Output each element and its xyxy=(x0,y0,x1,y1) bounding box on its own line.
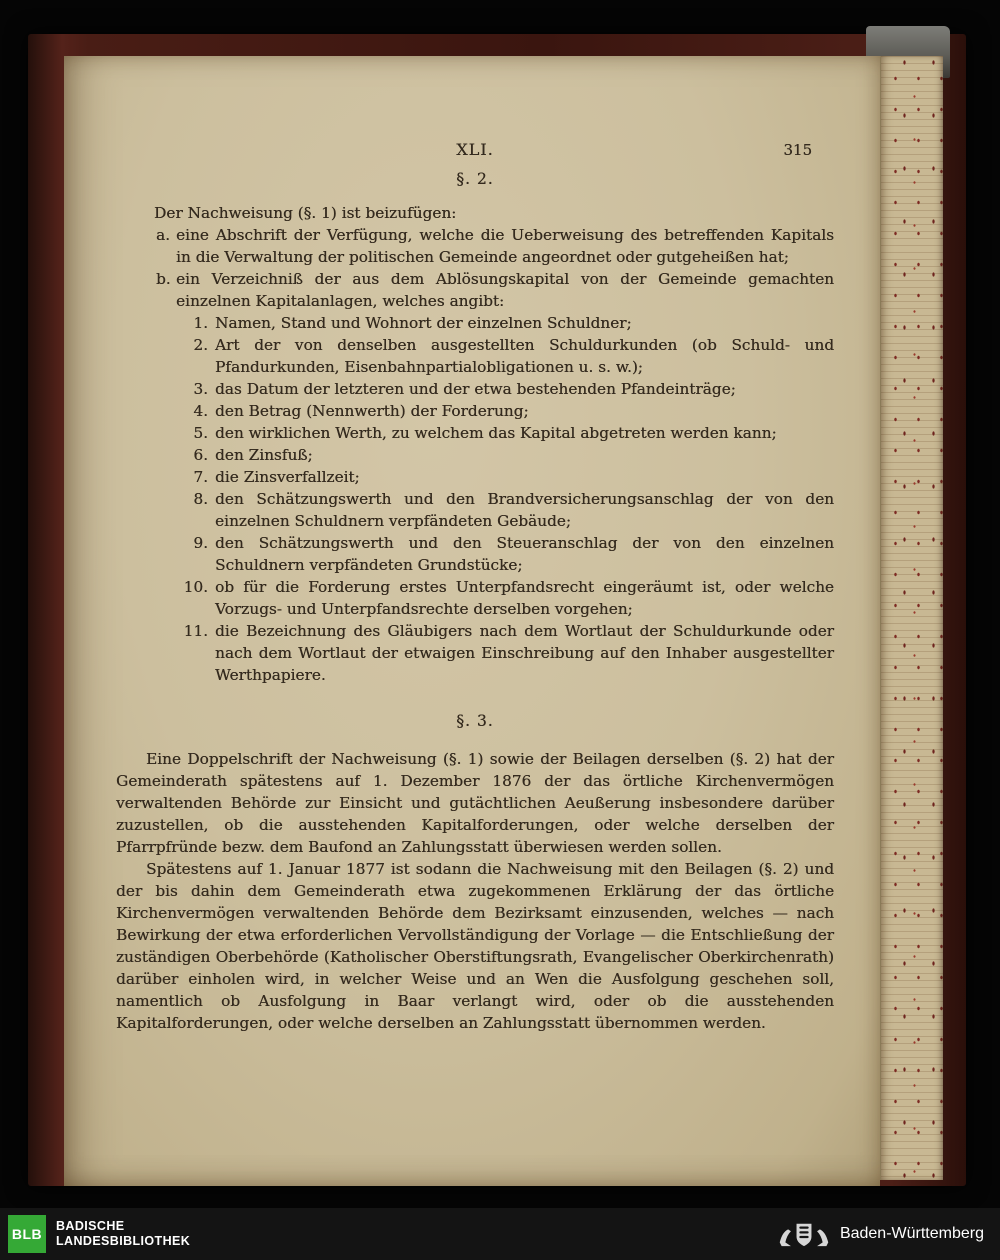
section-2-body xyxy=(116,202,834,1034)
library-name-line2: LANDESBIBLIOTHEK xyxy=(56,1234,191,1248)
library-name xyxy=(56,1219,190,1249)
list-item-label: 7. xyxy=(193,468,208,486)
section-2-heading: §. 2. xyxy=(456,170,494,188)
list-item xyxy=(116,620,834,686)
list-item xyxy=(116,422,834,444)
list-item-label: a. xyxy=(156,226,170,244)
list-item-text: eine Abschrift der Verfügung, welche die Ueberweisung des betreffenden Kapitals in die Verwaltung der politischen Gemeinde angeordnet oder gutgeheißen hat; xyxy=(176,226,834,266)
list-item xyxy=(116,576,834,620)
list-item xyxy=(116,488,834,532)
section-2-intro: Der Nachweisung (§. 1) ist beizufügen: xyxy=(154,204,457,222)
list-item-text: das Datum der letzteren und der etwa bestehenden Pfandeinträge; xyxy=(215,380,736,398)
list-item-label: 8. xyxy=(193,490,208,508)
list-item-text: den wirklichen Werth, zu welchem das Kapital abgetreten werden kann; xyxy=(215,424,777,442)
list-item-text: ob für die Forderung erstes Unterpfandsrecht eingeräumt ist, oder welche Vorzugs- und Unterpfandsrechte derselben vorgehen; xyxy=(215,578,834,618)
section-3-paragraph-2: Spätestens auf 1. Januar 1877 ist sodann die Nachweisung mit den Beilagen (§. 2) und der bis dahin dem Gemeinderath etwa zugekommenen Erklärung der das örtliche Kirchenvermögen verwaltenden Behörde dem Bezirksamt einzusenden, welches — nach Bewirkung der etwa erforderlichen Vervollständigung der Vorlage — die Entschließung der zuständigen Oberbehörde (Katholischer Oberstiftungsrath, Evangelischer Oberkirchenrath) darüber einholen wird, in welcher Weise und an Wen die Ausfolgung geschehen soll, namentlich ob Ausfolgung in Baar verlangt wird, oder ob die ausstehenden Kapitalforderungen, oder welche derselben an Zahlungsstatt übernommen werden. xyxy=(116,860,834,1032)
scanned-page xyxy=(64,56,880,1186)
list-item-label: 9. xyxy=(193,534,208,552)
chapter-heading: XLI. xyxy=(456,140,494,159)
list-item-text: den Schätzungswerth und den Brandversicherungsanschlag der von den einzelnen Schuldnern verpfändeten Gebäude; xyxy=(215,490,834,530)
list-item-label: 2. xyxy=(193,336,208,354)
list-item xyxy=(116,378,834,400)
list-item xyxy=(116,312,834,334)
library-name-line1: BADISCHE xyxy=(56,1219,125,1233)
list-item xyxy=(116,466,834,488)
list-item-text: den Schätzungswerth und den Steueranschlag der von den einzelnen Schuldnern verpfändeten Grundstücke; xyxy=(215,534,834,574)
list-item-label: 6. xyxy=(193,446,208,464)
page-edges xyxy=(880,56,943,1180)
blb-logo: BLB xyxy=(8,1215,46,1253)
section-3-heading: §. 3. xyxy=(456,712,494,730)
list-item-text: die Bezeichnung des Gläubigers nach dem Wortlaut der Schuldurkunde oder nach dem Wortlaut der etwaigen Einschreibung auf den Inhaber ausgestellter Werthpapiere. xyxy=(215,622,834,684)
footer-right-group xyxy=(776,1217,984,1251)
list-item xyxy=(116,224,834,268)
list-item xyxy=(116,532,834,576)
list-item xyxy=(116,334,834,378)
list-item-label: 10. xyxy=(183,578,208,596)
list-item xyxy=(116,444,834,466)
list-item-label: 3. xyxy=(193,380,208,398)
list-item xyxy=(116,268,834,312)
list-item-text: Namen, Stand und Wohnort der einzelnen Schuldner; xyxy=(215,314,632,332)
list-item-text: ein Verzeichniß der aus dem Ablösungskapital von der Gemeinde gemachten einzelnen Kapitalanlagen, welches angibt: xyxy=(176,270,834,310)
coat-of-arms-icon xyxy=(776,1217,832,1251)
list-item-label: 1. xyxy=(193,314,208,332)
list-item-label: b. xyxy=(156,270,171,288)
list-item-label: 11. xyxy=(183,622,208,640)
section-3-paragraph-1: Eine Doppelschrift der Nachweisung (§. 1) sowie der Beilagen derselben (§. 2) hat der Gemeinderath spätestens auf 1. Dezember 1876 der das örtliche Kirchenvermögen verwaltenden Behörde zur Einsicht und gutächtlichen Aeußerung insbesondere darüber zuzustellen, ob die ausstehenden Kapitalforderungen, oder welche derselben der Pfarrpfründe bezw. dem Baufond an Zahlungsstatt überwiesen werden sollen. xyxy=(116,750,834,856)
list-item-text: den Zinsfuß; xyxy=(215,446,313,464)
list-item-label: 5. xyxy=(193,424,208,442)
library-footer-bar xyxy=(0,1208,1000,1260)
list-item-label: 4. xyxy=(193,402,208,420)
list-item xyxy=(116,400,834,422)
page-header xyxy=(116,140,834,162)
region-label: Baden-Württemberg xyxy=(839,1225,984,1242)
list-item-text: den Betrag (Nennwerth) der Forderung; xyxy=(215,402,529,420)
page-number: 315 xyxy=(783,141,812,159)
list-item-text: die Zinsverfallzeit; xyxy=(215,468,360,486)
list-item-text: Art der von denselben ausgestellten Schuldurkunden (ob Schuld- und Pfandurkunden, Eisenbahnpartialobligationen u. s. w.); xyxy=(215,336,834,376)
